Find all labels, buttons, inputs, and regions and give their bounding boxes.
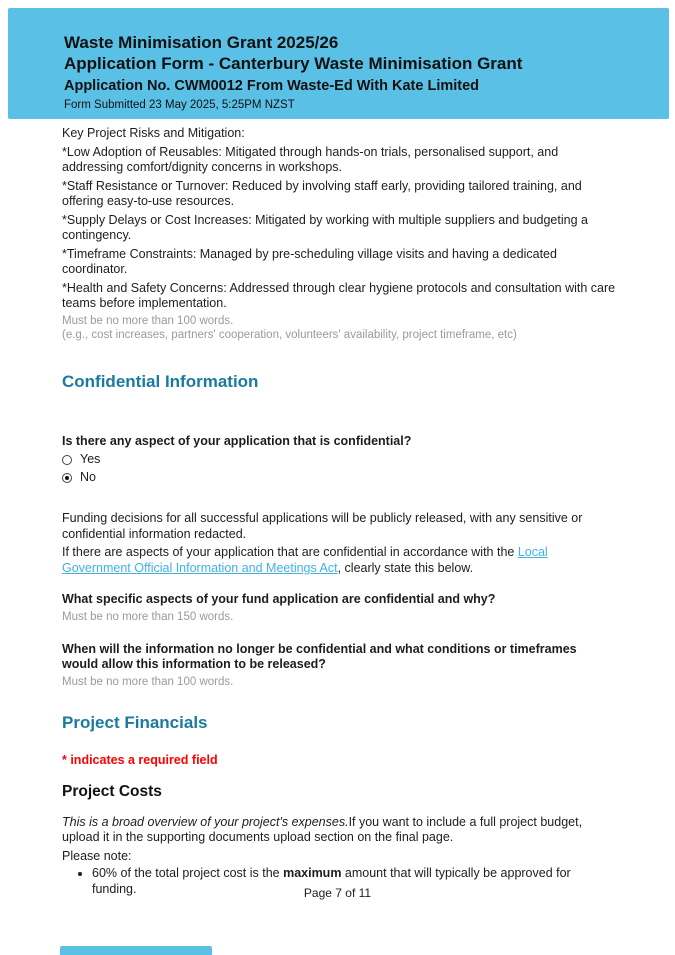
project-costs-heading: Project Costs — [62, 782, 162, 800]
risks-word-limit-hint: Must be no more than 100 words. — [62, 314, 234, 327]
radio-no-icon[interactable] — [62, 473, 72, 483]
risks-label: Key Project Risks and Mitigation: — [62, 126, 245, 140]
bullet-text-after: amount that will typically be approved for funding. — [92, 866, 571, 896]
application-number: Application No. CWM0012 From Waste-Ed With Kate Limited — [64, 78, 480, 94]
financials-section-heading: Project Financials — [62, 712, 208, 732]
confidential-aspects-paragraph — [62, 545, 618, 576]
risk-item: *Low Adoption of Reusables: Mitigated through hands-on trials, personalised support, and addressing comfort/dignity concerns in workshops. — [62, 144, 559, 174]
funding-decisions-paragraph: Funding decisions for all successful applications will be publicly released, with any sensitive or confidential information redacted. — [62, 511, 583, 541]
risks-list — [62, 145, 618, 312]
radio-yes-icon[interactable] — [62, 455, 72, 465]
risks-examples-hint: (e.g., cost increases, partners' cooperation, volunteers' availability, project timeframe, etc) — [62, 328, 517, 341]
bullet-text-maximum: maximum — [283, 866, 342, 880]
costs-intro-paragraph — [62, 815, 618, 846]
radio-option-yes[interactable] — [62, 452, 618, 467]
form-title: Application Form - Canterbury Waste Minimisation Grant — [64, 54, 523, 73]
aspects-text-after: , clearly state this below. — [337, 560, 474, 575]
costs-intro-italic: This is a broad overview of your project's expenses. — [62, 814, 349, 829]
radio-yes-label: Yes — [80, 452, 101, 466]
submitted-timestamp: Form Submitted 23 May 2025, 5:25PM NZST — [64, 99, 295, 111]
no-longer-confidential-hint: Must be no more than 100 words. — [62, 675, 234, 688]
required-field-note: * indicates a required field — [62, 752, 218, 767]
specific-aspects-hint: Must be no more than 150 words. — [62, 610, 234, 623]
risk-item: *Health and Safety Concerns: Addressed through clear hygiene protocols and consultation with care teams before implementation. — [62, 280, 616, 310]
aspects-text-before: If there are aspects of your application that are confidential in accordance with the — [62, 545, 518, 559]
risk-item: *Staff Resistance or Turnover: Reduced by involving staff early, providing tailored training, and offering easy-to-use resources. — [62, 178, 582, 208]
confidential-question: Is there any aspect of your application that is confidential? — [62, 433, 412, 448]
please-note-label: Please note: — [62, 848, 132, 863]
form-header-band — [8, 8, 669, 119]
page-number-label: Page 7 of 11 — [303, 886, 372, 900]
bullet-text-before: 60% of the total project cost is the — [92, 866, 284, 880]
next-page-header-strip — [60, 946, 212, 955]
costs-intro-rest: If you want to include a full project budget, upload it in the supporting documents upload section on the final page. — [62, 814, 583, 844]
grant-title: Waste Minimisation Grant 2025/26 — [64, 33, 339, 52]
loima-act-link[interactable]: Local Government Official Information and Meetings Act — [62, 545, 548, 575]
radio-option-no[interactable] — [62, 470, 618, 485]
specific-aspects-question: What specific aspects of your fund application are confidential and why? — [62, 592, 496, 606]
no-longer-confidential-question: When will the information no longer be confidential and what conditions or timeframes would allow this information to be released? — [62, 641, 577, 671]
page-content — [62, 126, 618, 897]
risk-item: *Timeframe Constraints: Managed by pre-scheduling village visits and having a dedicated coordinator. — [62, 246, 557, 276]
risk-item: *Supply Delays or Cost Increases: Mitigated by working with multiple suppliers and budgeting a contingency. — [62, 212, 588, 242]
confidential-section-heading: Confidential Information — [62, 371, 259, 391]
radio-no-label: No — [80, 470, 96, 484]
